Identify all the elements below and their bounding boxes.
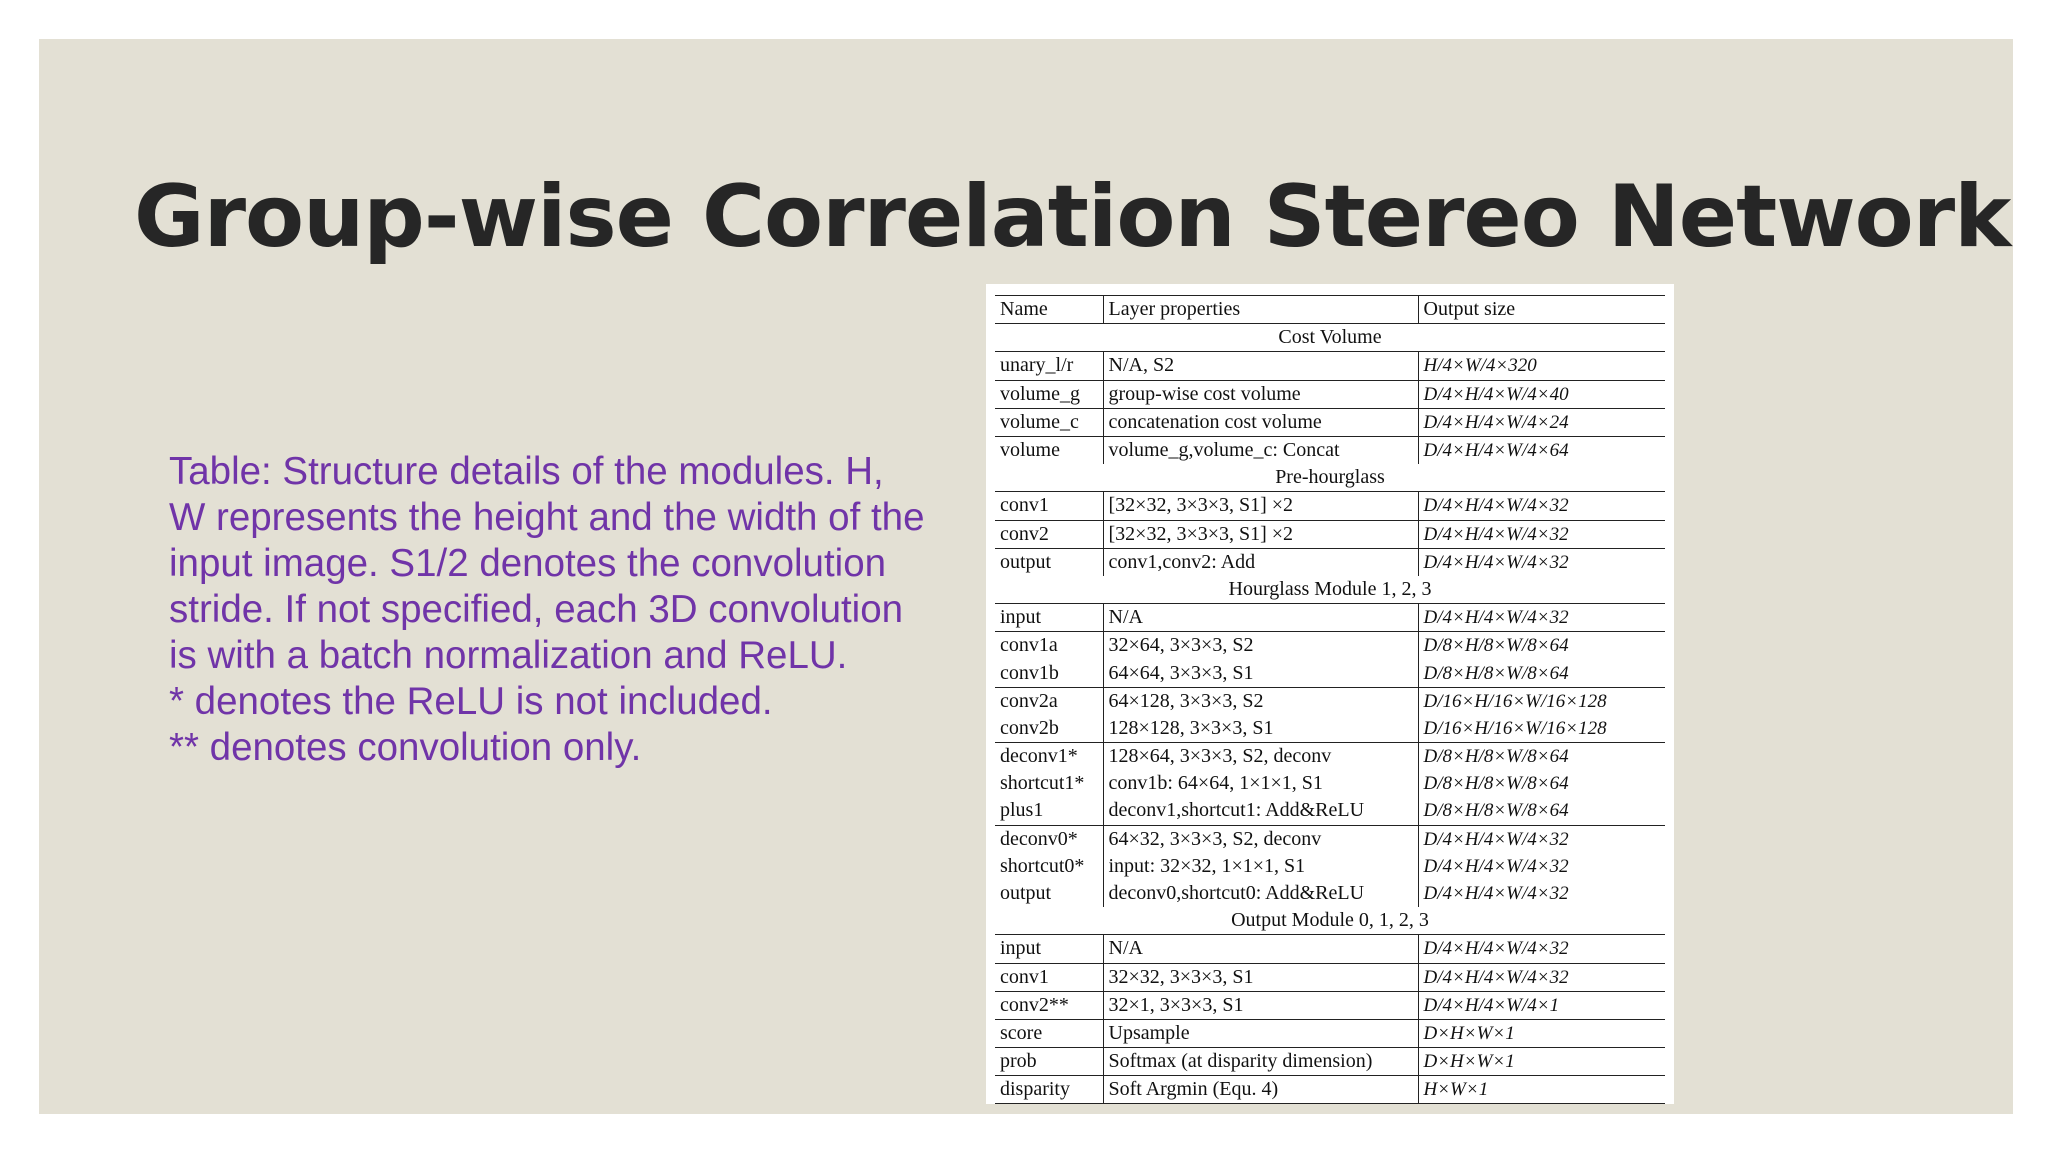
cell-output-size: D/16×H/16×W/16×128 <box>1423 717 1607 739</box>
cell-name: conv1a <box>995 632 1103 660</box>
section-title: Cost Volume <box>1278 326 1382 349</box>
table-row <box>995 935 1665 963</box>
table-row <box>995 825 1665 853</box>
cell-output-size: D/4×H/4×W/4×64 <box>1418 436 1665 464</box>
table-row <box>995 715 1665 743</box>
cell-name: output <box>995 548 1103 576</box>
structure-table <box>995 295 1665 1104</box>
table-row <box>995 743 1665 771</box>
cell-output-size: D/4×H/4×W/4×1 <box>1418 991 1665 1019</box>
structure-table-image <box>986 284 1674 1104</box>
cell-layer-properties: 32×32, 3×3×3, S1 <box>1103 963 1418 991</box>
cell-layer-properties: Softmax (at disparity dimension) <box>1103 1048 1418 1076</box>
caption-note-conv: ** denotes convolution only. <box>169 726 642 769</box>
cell-layer-properties: 32×64, 3×3×3, S2 <box>1103 632 1418 660</box>
cell-name: score <box>995 1019 1103 1047</box>
table-row <box>995 659 1665 687</box>
table-row <box>995 492 1665 520</box>
cell-layer-properties: Upsample <box>1103 1019 1418 1047</box>
table-row <box>995 632 1665 660</box>
cell-name: output <box>995 880 1103 907</box>
cell-output-size: D/4×H/4×W/4×24 <box>1418 408 1665 436</box>
table-row <box>995 548 1665 576</box>
cell-output-size: D/16×H/16×W/16×128 <box>1418 687 1665 715</box>
cell-layer-properties: N/A <box>1103 935 1418 963</box>
cell-name: volume <box>995 436 1103 464</box>
table-body <box>995 324 1665 1104</box>
table-row <box>995 1076 1665 1104</box>
table-row <box>995 1048 1665 1076</box>
cell-name: conv2 <box>995 520 1103 548</box>
table-row <box>995 604 1665 632</box>
section-title: Hourglass Module 1, 2, 3 <box>1228 577 1432 600</box>
cell-layer-properties: 64×128, 3×3×3, S2 <box>1103 687 1418 715</box>
cell-name: conv1 <box>995 963 1103 991</box>
cell-output-size: D/4×H/4×W/4×32 <box>1418 604 1665 632</box>
header-name: Name <box>995 296 1103 324</box>
cell-output-size: H/4×W/4×320 <box>1418 352 1665 380</box>
header-layer-properties: Layer properties <box>1103 296 1418 324</box>
table-section-row <box>995 907 1665 935</box>
cell-name: shortcut1* <box>995 770 1103 797</box>
cell-layer-properties: Soft Argmin (Equ. 4) <box>1103 1076 1418 1104</box>
slide <box>39 39 2013 1114</box>
table-section-row <box>995 324 1665 352</box>
table-header-row <box>995 296 1665 324</box>
cell-layer-properties: conv1,conv2: Add <box>1103 548 1418 576</box>
cell-name: conv1b <box>995 659 1103 687</box>
cell-layer-properties: deconv0,shortcut0: Add&ReLU <box>1103 880 1418 907</box>
table-row <box>995 436 1665 464</box>
table-row <box>995 991 1665 1019</box>
cell-output-size: D/4×H/4×W/4×32 <box>1418 963 1665 991</box>
cell-name: deconv1* <box>995 743 1103 771</box>
cell-output-size: D/8×H/8×W/8×64 <box>1423 800 1569 822</box>
cell-output-size: D/4×H/4×W/4×40 <box>1418 380 1665 408</box>
cell-output-size: D×H×W×1 <box>1418 1048 1665 1076</box>
cell-name: conv2b <box>995 715 1103 743</box>
table-row <box>995 797 1665 825</box>
cell-name: conv1 <box>995 492 1103 520</box>
cell-output-size: D/8×H/8×W/8×64 <box>1418 632 1665 660</box>
table-row <box>995 880 1665 907</box>
cell-name: conv2a <box>995 687 1103 715</box>
table-row <box>995 853 1665 880</box>
cell-name: plus1 <box>995 797 1103 825</box>
slide-title: Group-wise Correlation Stereo Network <box>134 167 2011 267</box>
cell-name: input <box>995 604 1103 632</box>
table-row <box>995 352 1665 380</box>
cell-name: deconv0* <box>995 825 1103 853</box>
cell-name: shortcut0* <box>995 853 1103 880</box>
section-title: Output Module 0, 1, 2, 3 <box>1231 909 1429 932</box>
table-section-row <box>995 576 1665 604</box>
section-title: Pre-hourglass <box>1275 466 1385 489</box>
cell-output-size: H×W×1 <box>1418 1076 1665 1104</box>
table-row <box>995 963 1665 991</box>
cell-layer-properties: concatenation cost volume <box>1103 408 1418 436</box>
table-row <box>995 770 1665 797</box>
cell-output-size: D/8×H/8×W/8×64 <box>1423 662 1569 684</box>
header-output-size: Output size <box>1418 296 1665 324</box>
cell-name: conv2** <box>995 991 1103 1019</box>
table-caption <box>169 449 929 771</box>
cell-name: input <box>995 935 1103 963</box>
cell-output-size: D/4×H/4×W/4×32 <box>1418 520 1665 548</box>
cell-layer-properties: N/A <box>1103 604 1418 632</box>
table-row <box>995 520 1665 548</box>
cell-output-size: D/4×H/4×W/4×32 <box>1423 855 1569 877</box>
cell-output-size: D/4×H/4×W/4×32 <box>1423 883 1569 905</box>
cell-layer-properties: input: 32×32, 1×1×1, S1 <box>1103 853 1418 880</box>
cell-name: unary_l/r <box>995 352 1103 380</box>
table-row <box>995 687 1665 715</box>
cell-output-size: D/4×H/4×W/4×32 <box>1418 825 1665 853</box>
cell-name: volume_g <box>995 380 1103 408</box>
cell-layer-properties: 64×64, 3×3×3, S1 <box>1103 659 1418 687</box>
cell-name: disparity <box>995 1076 1103 1104</box>
cell-name: volume_c <box>995 408 1103 436</box>
table-row <box>995 380 1665 408</box>
cell-layer-properties: [32×32, 3×3×3, S1] ×2 <box>1103 492 1418 520</box>
cell-layer-properties: volume_g,volume_c: Concat <box>1103 436 1418 464</box>
caption-note-relu: * denotes the ReLU is not included. <box>169 680 773 723</box>
cell-output-size: D/4×H/4×W/4×32 <box>1418 492 1665 520</box>
cell-layer-properties: deconv1,shortcut1: Add&ReLU <box>1103 797 1418 825</box>
cell-output-size: D/4×H/4×W/4×32 <box>1418 548 1665 576</box>
cell-output-size: D/4×H/4×W/4×32 <box>1418 935 1665 963</box>
cell-output-size: D/8×H/8×W/8×64 <box>1423 773 1569 795</box>
cell-layer-properties: 128×128, 3×3×3, S1 <box>1103 715 1418 743</box>
cell-layer-properties: 64×32, 3×3×3, S2, deconv <box>1103 825 1418 853</box>
cell-output-size: D/8×H/8×W/8×64 <box>1418 743 1665 771</box>
cell-name: prob <box>995 1048 1103 1076</box>
cell-layer-properties: conv1b: 64×64, 1×1×1, S1 <box>1103 770 1418 797</box>
cell-layer-properties: group-wise cost volume <box>1103 380 1418 408</box>
cell-layer-properties: 32×1, 3×3×3, S1 <box>1103 991 1418 1019</box>
table-row <box>995 408 1665 436</box>
caption-paragraph-main: Table: Structure details of the modules. H, W represents the height and the width of the input image. S1/2 denotes the convolution stride. If not specified, each 3D convolution is with a batch normalization and ReLU. <box>169 450 925 677</box>
cell-output-size: D×H×W×1 <box>1418 1019 1665 1047</box>
cell-layer-properties: 128×64, 3×3×3, S2, deconv <box>1103 743 1418 771</box>
cell-layer-properties: [32×32, 3×3×3, S1] ×2 <box>1103 520 1418 548</box>
table-row <box>995 1019 1665 1047</box>
table-section-row <box>995 464 1665 492</box>
cell-layer-properties: N/A, S2 <box>1103 352 1418 380</box>
